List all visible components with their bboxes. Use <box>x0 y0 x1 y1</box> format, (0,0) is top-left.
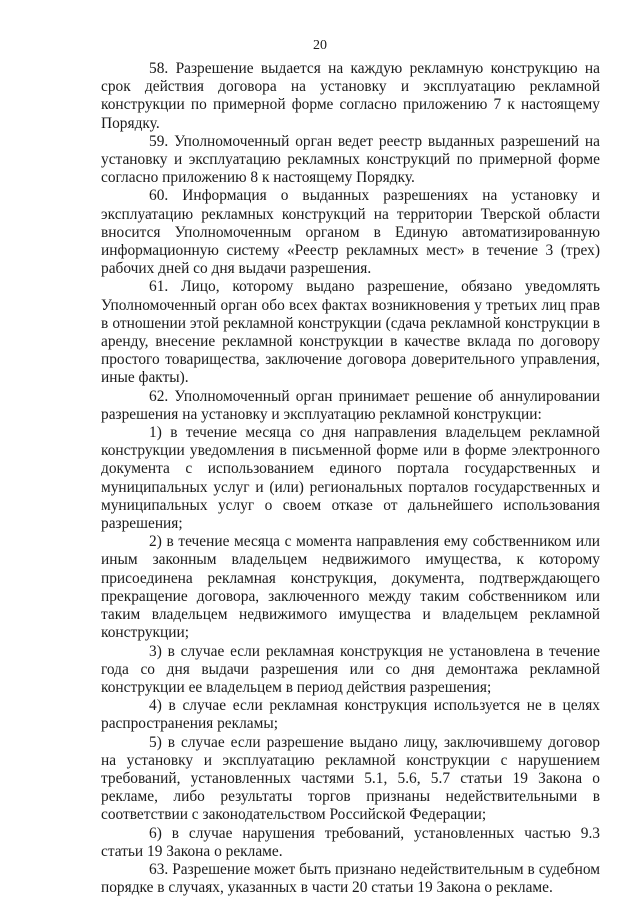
list-item-62-2: 2) в течение месяца с момента направления ему собственником или иным законным владельцем недвижимого имущества, к которому присоединена рекламная конструкция, документа, подтверждающего прекращение договора, заключенного между таким собственником или таким владельцем недвижимого имущества и владельцем рекламной конструкции; <box>101 533 600 642</box>
paragraph-59: 59. Уполномоченный орган ведет реестр выданных разрешений на установку и эксплуатацию рекламных конструкций по примерной форме согласно приложению 8 к настоящему Порядку. <box>101 132 600 187</box>
list-item-62-3: 3) в случае если рекламная конструкция не установлена в течение года со дня выдачи разрешения или со дня демонтажа рекламной конструкции ее владельцем в период действия разрешения; <box>101 642 600 696</box>
paragraph-63: 63. Разрешение может быть признано недействительным в судебном порядке в случаях, указанных в части 20 статьи 19 Закона о рекламе. <box>101 860 600 897</box>
list-item-62-1: 1) в течение месяца со дня направления владельцем рекламной конструкции уведомления в письменной форме или в форме электронного документа с использованием единого портала государственных и муниципальных услуг и (или) региональных порталов государственных и муниципальных услуг о своем отказе от дальнейшего использования разрешения; <box>101 424 600 533</box>
paragraph-62: 62. Уполномоченный орган принимает решение об аннулировании разрешения на установку и эксплуатацию рекламной конструкции: <box>101 387 600 423</box>
paragraph-61: 61. Лицо, которому выдано разрешение, обязано уведомлять Уполномоченный орган обо всех фактах возникновения у третьих лиц прав в отношении этой рекламной конструкции (сдача рекламной конструкции в аренду, внесение рекламной конструкции в качестве вклада по договору простого товарищества, заключение договора доверительного управления, иные факты). <box>101 278 600 387</box>
list-item-62-6: 6) в случае нарушения требований, установленных частью 9.3 статьи 19 Закона о рекламе. <box>101 824 600 860</box>
document-body <box>101 60 600 897</box>
paragraph-60: 60. Информация о выданных разрешениях на установку и эксплуатацию рекламных конструкций на территории Тверской области вносится Уполномоченным органом в Единую автоматизированную информационную систему «Реестр рекламных мест» в течение 3 (трех) рабочих дней со дня выдачи разрешения. <box>101 187 600 278</box>
page-number: 20 <box>313 38 327 53</box>
list-item-62-4: 4) в случае если рекламная конструкция используется не в целях распространения рекламы; <box>101 697 600 733</box>
list-item-62-5: 5) в случае если разрешение выдано лицу, заключившему договор на установку и эксплуатацию рекламной конструкции с нарушением требований, установленных частями 5.1, 5.6, 5.7 статьи 19 Закона о рекламе, либо результаты торгов признаны недействительными в соответствии с законодательством Российской Федерации; <box>101 733 600 824</box>
paragraph-58: 58. Разрешение выдается на каждую рекламную конструкцию на срок действия договора на установку и эксплуатацию рекламной конструкции по примерной форме согласно приложению 7 к настоящему Порядку. <box>101 60 600 132</box>
